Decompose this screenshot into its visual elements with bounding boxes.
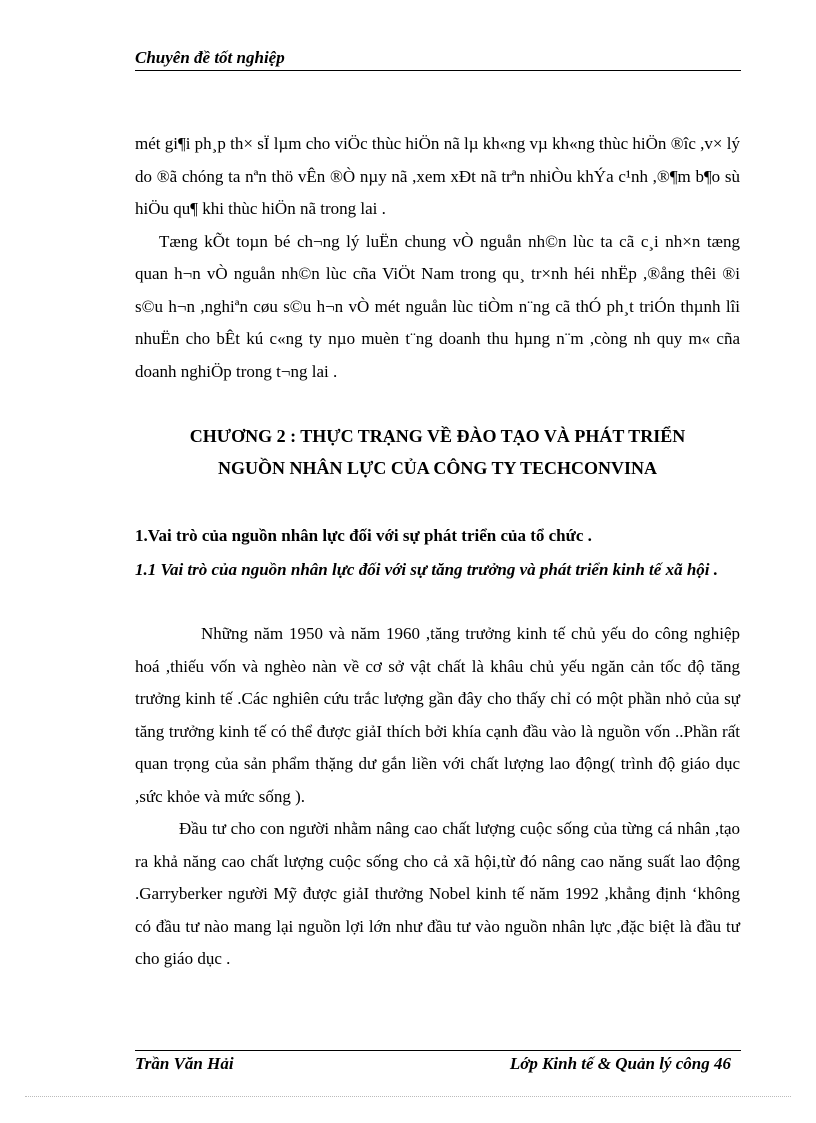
- body-paragraph-1: Những năm 1950 và năm 1960 ,tăng trưởng kinh tế chủ yếu do công nghiệp hoá ,thiếu vốn và nghèo nàn về cơ sở vật chất là khâu chủ yếu ngăn cản tốc độ tăng trưởng kinh tế .Các nghiên cứu trắc lượng gần đây cho thấy chỉ có một phần nhỏ của sự tăng trưởng kinh tế có thể được giảI thích bởi khía cạnh đầu vào là nguồn vốn ..Phần rất quan trọng của sản phẩm thặng dư gắn liền với chất lượng lao động( trình độ giáo dục ,sức khỏe và mức sống ).: [135, 624, 740, 806]
- intro-text-block: [135, 128, 740, 388]
- chapter-title-line-1: CHƯƠNG 2 : THỰC TRẠNG VỀ ĐÀO TẠO VÀ PHÁT TRIỂN: [189, 426, 686, 446]
- header-divider: [135, 70, 741, 71]
- section-1-1-heading: 1.1 Vai trò của nguồn nhân lực đối với sự tăng trưởng và phát triển kinh tế xã hội .: [135, 560, 719, 579]
- footer-class: Lớp Kinh tế & Quản lý công 46: [509, 1054, 731, 1073]
- intro-paragraph-1: mét gi¶i ph¸p th× sÏ lµm cho viÖc thùc hiÖn nã lµ kh«ng vµ kh«ng thùc hiÖn ®îc ,v× lý do ®ã chóng ta nªn thö vÊn ®Ò nµy nã ,xem xÐt nã trªn nhiÒu khÝa c¹nh ,®¶m b¶o sù hiÖu qu¶ khi thùc hiÖn nã trong lai .: [135, 134, 740, 218]
- chapter-title-line-2: NGUỒN NHÂN LỰC CỦA CÔNG TY TECHCONVINA: [217, 458, 658, 478]
- body-paragraph-2: Đầu tư cho con người nhằm nâng cao chất lượng cuộc sống của từng cá nhân ,tạo ra khả năng cao chất lượng cuộc sống cho cả xã hội,từ đó nâng cao năng suất lao động .Garryberker người Mỹ được giảI thưởng Nobel kinh tế năm 1992 ,khẳng định ‘không có đầu tư nào mang lại nguồn lợi lớn như đầu tư vào nguồn nhân lực ,đặc biệt là đầu tư cho giáo dục .: [135, 819, 740, 968]
- footer-divider: [135, 1050, 741, 1051]
- chapter-title: [135, 420, 740, 484]
- section-1-heading: 1.Vai trò của nguồn nhân lực đối với sự phát triển của tổ chức .: [135, 526, 592, 545]
- page-bottom-dotted-line: [25, 1096, 791, 1097]
- intro-paragraph-2: Tæng kÕt toµn bé ch¬ng lý luËn chung vÒ nguån nh©n lùc ta cã c¸i nh×n tæng quan h¬n vÒ nguån nh©n lùc cña ViÖt Nam trong qu¸ tr×nh héi nhËp ,®ång thêi ®i s©u h¬n ,nghiªn cøu s©u h¬n vÒ mét nguån lùc tiÒm n¨ng cã thÓ ph¸t triÓn thµnh lîi nhuËn cho bÊt kú c«ng ty nµo muèn t¨ng doanh thu hµng n¨m ,còng nh quy m« cña doanh nghiÖp trong t¬ng lai .: [135, 231, 740, 381]
- main-text-block: [135, 618, 740, 976]
- footer-author: Trần Văn Hải: [135, 1054, 234, 1073]
- page-header-title: Chuyên đề tốt nghiệp: [135, 48, 285, 67]
